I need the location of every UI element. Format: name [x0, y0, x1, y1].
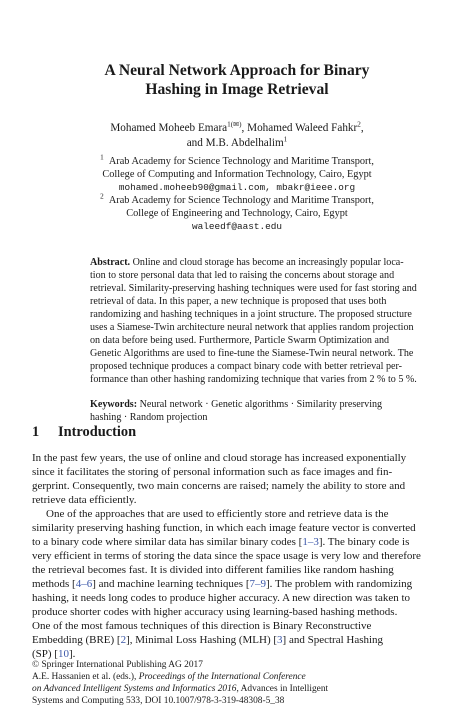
author-abdelhalim: and M.B. Abdelhalim — [186, 137, 284, 149]
citation-link[interactable]: 1–3 — [302, 536, 319, 548]
abstract-line-8: Genetic Algorithms are used to fine-tune the Siamese-Twin neural network. The — [90, 348, 414, 359]
affiliation-1-email: mohamed.moheeb90@gmail.com, mbakr@ieee.org — [118, 182, 356, 193]
affiliation-2-line-1: $^2$ Arab Academy for Science Technology and Maritime Transport, — [100, 192, 374, 206]
body-line-1: In the past few years, the use of online and cloud storage has increased exponentially — [32, 452, 407, 464]
section-number: 1 — [32, 424, 40, 440]
copyright-line: © Springer International Publishing AG 2017 — [32, 660, 203, 670]
citation-line-2: on Advanced Intelligent Systems and Informatics 2016, Advances in Intelligent — [32, 684, 329, 694]
author-line-1: Mohamed Moheeb Emara$^{1(✉)}$, Mohamed Waleed Fahkr$^2$, — [110, 120, 364, 134]
author-fahkr-affiliation-mark: 2 — [357, 120, 361, 129]
citation-link[interactable]: 10 — [57, 648, 69, 660]
abstract-line-2: tion to store personal data that led to raising the concerns about storage and — [90, 270, 395, 281]
abstract-label: Abstract. — [90, 257, 131, 268]
affiliation-2-email: waleedf@aast.edu — [191, 221, 282, 232]
affiliation-2-line-2: College of Engineering and Technology, Cairo, Egypt — [126, 208, 348, 219]
abstract-line-10: formance than other hashing randomizing technique that varies from 2 % to 5 %. — [90, 374, 417, 385]
abstract-line-9: proposed technique produces a compact binary code with better retrieval per- — [90, 361, 403, 372]
body-line-14: Embedding (BRE) [2], Minimal Loss Hashing (MLH) [3] and Spectral Hashing — [32, 634, 384, 646]
author-abdelhalim-affiliation-mark: 1 — [283, 135, 288, 144]
abstract-line-1: Abstract. Online and cloud storage has become an increasingly popular loca- — [90, 257, 404, 268]
body-line-6: similarity preserving hashing function, in which each image feature vector is converted — [32, 522, 416, 534]
author-emara-affiliation-mark: 1(✉) — [227, 120, 242, 129]
body-line-3: gerprint. Consequently, two main concerns are raised; namely the ability to store and — [32, 480, 406, 492]
section-title: Introduction — [58, 424, 137, 440]
abstract-line-3: retrieval. Similarity-preserving hashing techniques were used for fast storing and — [90, 283, 417, 294]
citation-link[interactable]: 2 — [120, 634, 127, 646]
body-line-13: One of the most famous techniques of this direction is Binary Reconstructive — [32, 620, 372, 632]
body-line-12: produce shorter codes with higher accuracy using learning-based hashing methods. — [32, 606, 398, 618]
citation-link[interactable]: 3 — [277, 634, 283, 646]
abstract-line-7: on data before being used. Furthermore, Particle Swarm Optimization and — [90, 335, 390, 346]
keywords-line-1: Keywords: Neural network · Genetic algorithms · Similarity preserving — [90, 399, 383, 410]
section-heading — [32, 424, 136, 441]
body-line-5: One of the approaches that are used to efficiently store and retrieve data is the — [46, 508, 389, 520]
citation-line-1: A.E. Hassanien et al. (eds.), Proceedings of the International Conference — [32, 672, 306, 682]
affiliation-1-line-2: College of Computing and Information Technology, Cairo, Egypt — [102, 169, 372, 180]
author-fahkr: , Mohamed Waleed Fahkr — [241, 122, 358, 134]
affiliation-1-number: 1 — [100, 153, 104, 162]
citation-link[interactable]: 4–6 — [75, 578, 93, 590]
body-line-10: methods [4–6] and machine learning techniques [7–9]. The problem with randomizing — [32, 578, 413, 590]
body-line-4: retrieve data efficiently. — [32, 494, 137, 506]
citation-line-3: Systems and Computing 533, DOI 10.1007/978-3-319-48308-5_38 — [32, 696, 285, 706]
abstract-line-4: retrieval of data. In this paper, a new technique is proposed that uses both — [90, 296, 387, 307]
keywords-label: Keywords: — [90, 399, 138, 410]
author-emara: Mohamed Moheeb Emara — [110, 122, 228, 134]
body-line-9: the retrieval becomes fast. It is divided into different families like random hashing — [32, 564, 394, 576]
body-line-2: since it facilitates the storing of personal information such as face images and fin- — [32, 466, 393, 478]
keywords-line-2: hashing · Random projection — [90, 412, 208, 423]
abstract-line-6: uses a Siamese-Twin architecture neural network that applies random projection — [90, 322, 414, 333]
affiliation-2-number: 2 — [100, 192, 104, 201]
body-line-7: to a binary code where similar data has similar binary codes [1–3]. The binary code is — [32, 536, 410, 548]
affiliation-1-line-1: $^1$ Arab Academy for Science Technology and Maritime Transport, — [100, 153, 374, 167]
paper-title-line-1: A Neural Network Approach for Binary — [104, 62, 370, 79]
citation-link[interactable]: 7–9 — [249, 578, 267, 590]
paper-title-line-2: Hashing in Image Retrieval — [145, 81, 329, 98]
author-line-2 — [0, 137, 474, 149]
abstract-line-5: randomizing and hashing techniques in a joint structure. The proposed structure — [90, 309, 412, 320]
body-line-11: hashing, it needs long codes to produce higher accuracy. A new direction was taken to — [32, 592, 411, 604]
body-line-15: (SP) [10]. — [32, 648, 76, 660]
body-line-8: very efficient in terms of storing the data since the space usage is very low and therefore — [32, 550, 421, 562]
